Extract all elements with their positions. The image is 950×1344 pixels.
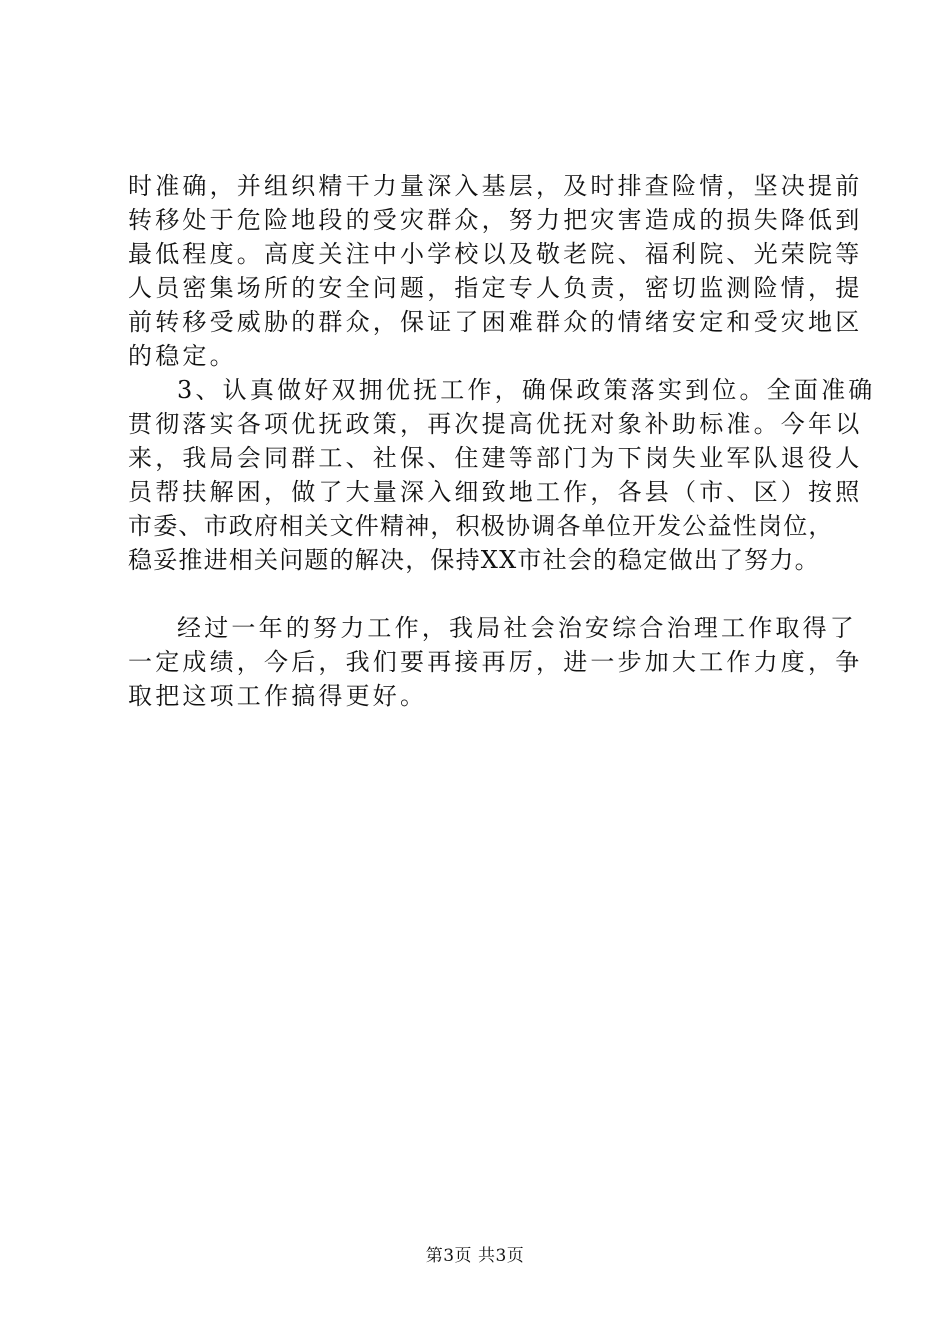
- text-line: 市委、市政府相关文件精神，积极协调各单位开发公益性岗位，: [128, 512, 834, 540]
- text-line: 前转移受威胁的群众，保证了困难群众的情绪安定和受灾地区: [128, 308, 863, 336]
- text-line: 3、认真做好双拥优抚工作，确保政策落实到位。全面准确: [177, 376, 876, 404]
- paragraph-conclusion: [128, 611, 863, 713]
- text-line: 员帮扶解困，做了大量深入细致地工作，各县（市、区）按照: [128, 478, 863, 506]
- text-line: 转移处于危险地段的受灾群众，努力把灾害造成的损失降低到: [128, 206, 863, 234]
- text-line: 稳妥推进相关问题的解决，保持XX市社会的稳定做出了努力。: [128, 546, 820, 574]
- text-line: 时准确，并组织精干力量深入基层，及时排查险情，坚决提前: [128, 172, 863, 200]
- text-line: 经过一年的努力工作，我局社会治安综合治理工作取得了: [177, 614, 857, 642]
- text-line: 最低程度。高度关注中小学校以及敬老院、福利院、光荣院等: [128, 240, 863, 268]
- text-line: 人员密集场所的安全问题，指定专人负责，密切监测险情，提: [128, 274, 863, 302]
- paragraph-spacer: [128, 577, 832, 611]
- paragraph-item-3: [128, 373, 876, 577]
- text-line: 来，我局会同群工、社保、住建等部门为下岗失业军队退役人: [128, 444, 863, 472]
- text-line: 的稳定。: [128, 342, 237, 370]
- paragraph-continuation: [128, 169, 863, 373]
- text-line: 取把这项工作搞得更好。: [128, 682, 428, 710]
- document-body: [128, 169, 876, 713]
- text-line: 一定成绩，今后，我们要再接再厉，进一步加大工作力度，争: [128, 648, 863, 676]
- text-line: 贯彻落实各项优抚政策，再次提高优抚对象补助标准。今年以: [128, 410, 863, 438]
- page-number-footer: 第3页 共3页: [425, 1246, 525, 1266]
